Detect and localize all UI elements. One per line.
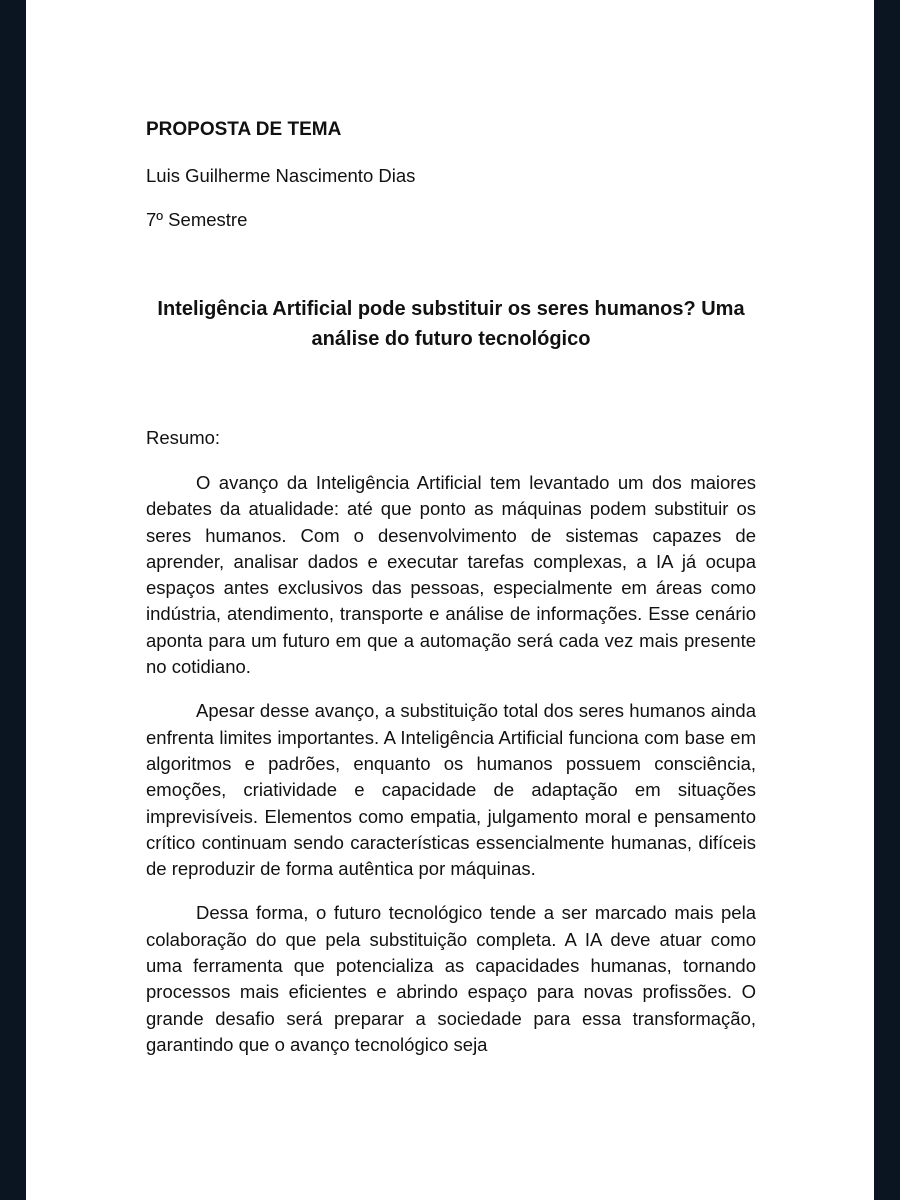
author-name: Luis Guilherme Nascimento Dias — [146, 165, 416, 186]
abstract-label: Resumo: — [146, 427, 221, 448]
document-title: Inteligência Artificial pode substituir os seres humanos? Uma análise do futuro tecnológico — [157, 298, 745, 350]
abstract-paragraph-3: Dessa forma, o futuro tecnológico tende a ser marcado mais pela colaboração do que pela substituição completa. A IA deve atuar como uma ferramenta que potencializa as capacidades humanas, tornando processos mais eficientes e abrindo espaço para novas profissões. O grande desafio será preparar a sociedade para essa transformação, garantindo que o avanço tecnológico seja — [146, 902, 756, 1055]
abstract-paragraph-2: Apesar desse avanço, a substituição total dos seres humanos ainda enfrenta limites importantes. A Inteligência Artificial funciona com base em algoritmos e padrões, enquanto os humanos possuem consciência, emoções, criatividade e capacidade de adaptação em situações imprevisíveis. Elementos como empatia, julgamento moral e pensamento crítico continuam sendo características essencialmente humanas, difíceis de reproduzir de forma autêntica por máquinas. — [146, 700, 756, 880]
document-page — [26, 0, 874, 1200]
document-heading: PROPOSTA DE TEMA — [146, 119, 342, 140]
page-content — [146, 116, 756, 1058]
semester-label: 7º Semestre — [146, 209, 248, 230]
abstract-paragraph-1: O avanço da Inteligência Artificial tem levantado um dos maiores debates da atualidade: até que ponto as máquinas podem substituir os seres humanos. Com o desenvolvimento de sistemas capazes de aprender, analisar dados e executar tarefas complexas, a IA já ocupa espaços antes exclusivos das pessoas, especialmente em áreas como indústria, atendimento, transporte e análise de informações. Esse cenário aponta para um futuro em que a automação será cada vez mais presente no cotidiano. — [146, 472, 756, 678]
